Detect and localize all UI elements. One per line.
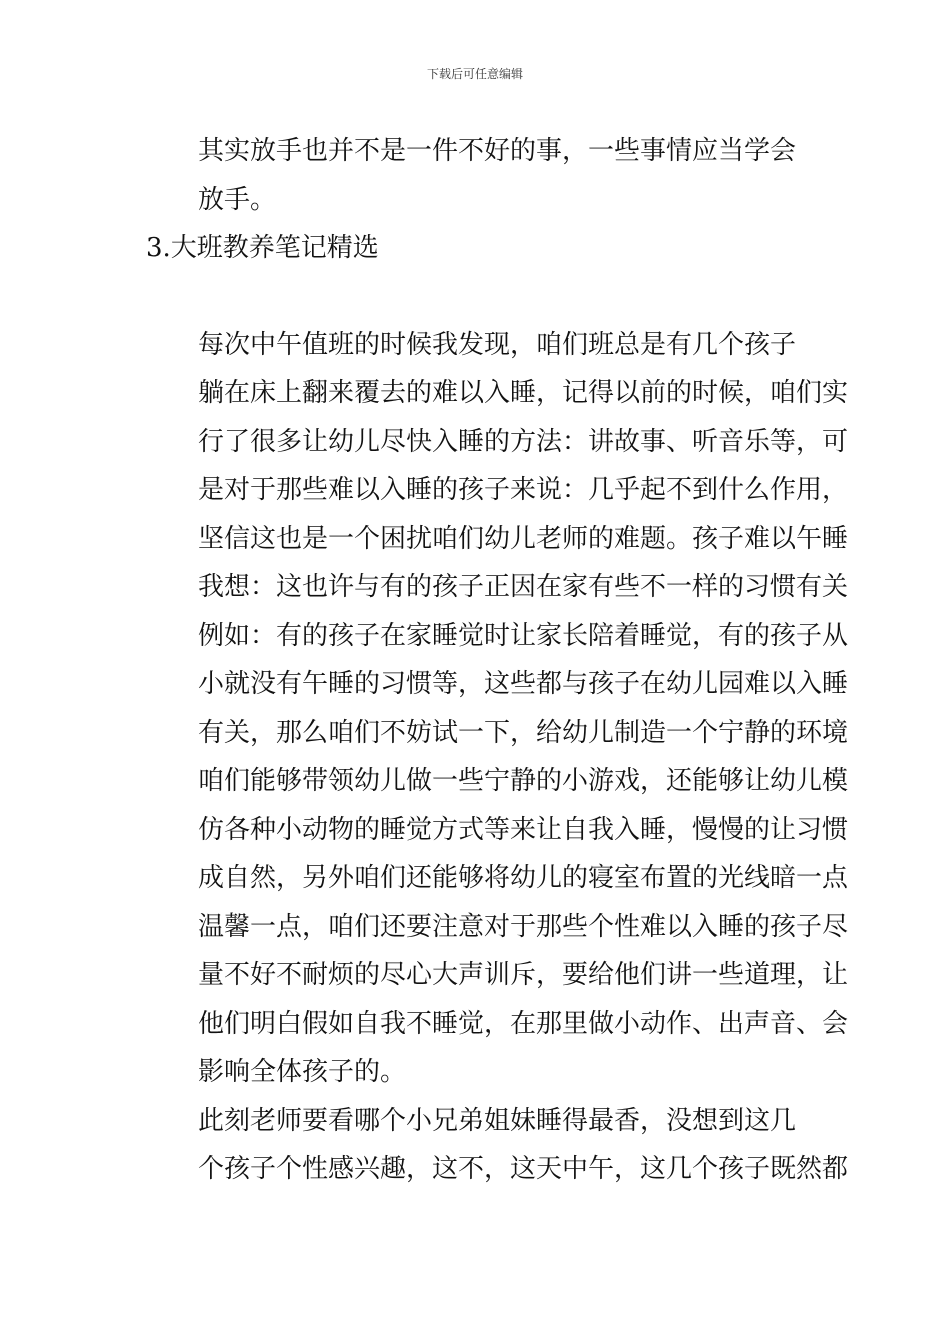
blank-line	[146, 273, 806, 321]
section-title: 3.大班教养笔记精选	[146, 233, 379, 263]
text-line: 坚信这也是一个困扰咱们幼儿老师的难题。孩子难以午睡	[198, 523, 849, 554]
document-body	[146, 127, 849, 1194]
text-line: 影响全体孩子的。	[198, 1057, 407, 1087]
text-line: 小就没有午睡的习惯等，这些都与孩子在幼儿园难以入睡	[198, 669, 849, 699]
text-line: 行了很多让幼儿尽快入睡的方法：讲故事、听音乐等，可	[198, 426, 849, 457]
paragraph-teacher-watch	[146, 1097, 849, 1194]
text-line: 量不好不耐烦的尽心大声训斥，要给他们讲一些道理，让	[198, 960, 849, 990]
text-line: 此刻老师要看哪个小兄弟姐妹睡得最香，没想到这几	[198, 1105, 797, 1136]
text-line: 我想：这也许与有的孩子正因在家有些不一样的习惯有关	[198, 572, 849, 602]
text-line: 仿各种小动物的睡觉方式等来让自我入睡，慢慢的让习惯	[198, 814, 849, 845]
text-line: 温馨一点，咱们还要注意对于那些个性难以入睡的孩子尽	[198, 911, 849, 942]
section-heading	[146, 224, 806, 273]
text-line: 他们明白假如自我不睡觉，在那里做小动作、出声音、会	[198, 1008, 849, 1039]
page-header: 下载后可任意编辑	[426, 67, 523, 81]
paragraph-nap-time	[146, 321, 849, 1097]
paragraph-letting-go	[146, 127, 806, 224]
text-line: 例如：有的孩子在家睡觉时让家长陪着睡觉，有的孩子从	[198, 620, 849, 651]
text-line: 成自然，另外咱们还能够将幼儿的寝室布置的光线暗一点	[198, 863, 849, 893]
text-line: 放手。	[198, 184, 277, 215]
text-line: 其实放手也并不是一件不好的事，一些事情应当学会	[198, 136, 797, 166]
text-line: 个孩子个性感兴趣，这不，这天中午，这几个孩子既然都	[198, 1154, 849, 1184]
text-line: 每次中午值班的时候我发现，咱们班总是有几个孩子	[198, 329, 797, 360]
text-line: 躺在床上翻来覆去的难以入睡，记得以前的时候，咱们实	[198, 378, 849, 408]
text-line: 有关，那么咱们不妨试一下，给幼儿制造一个宁静的环境	[198, 717, 849, 748]
text-line: 是对于那些难以入睡的孩子来说：几乎起不到什么作用，	[198, 475, 849, 505]
text-line: 咱们能够带领幼儿做一些宁静的小游戏，还能够让幼儿模	[198, 766, 849, 796]
